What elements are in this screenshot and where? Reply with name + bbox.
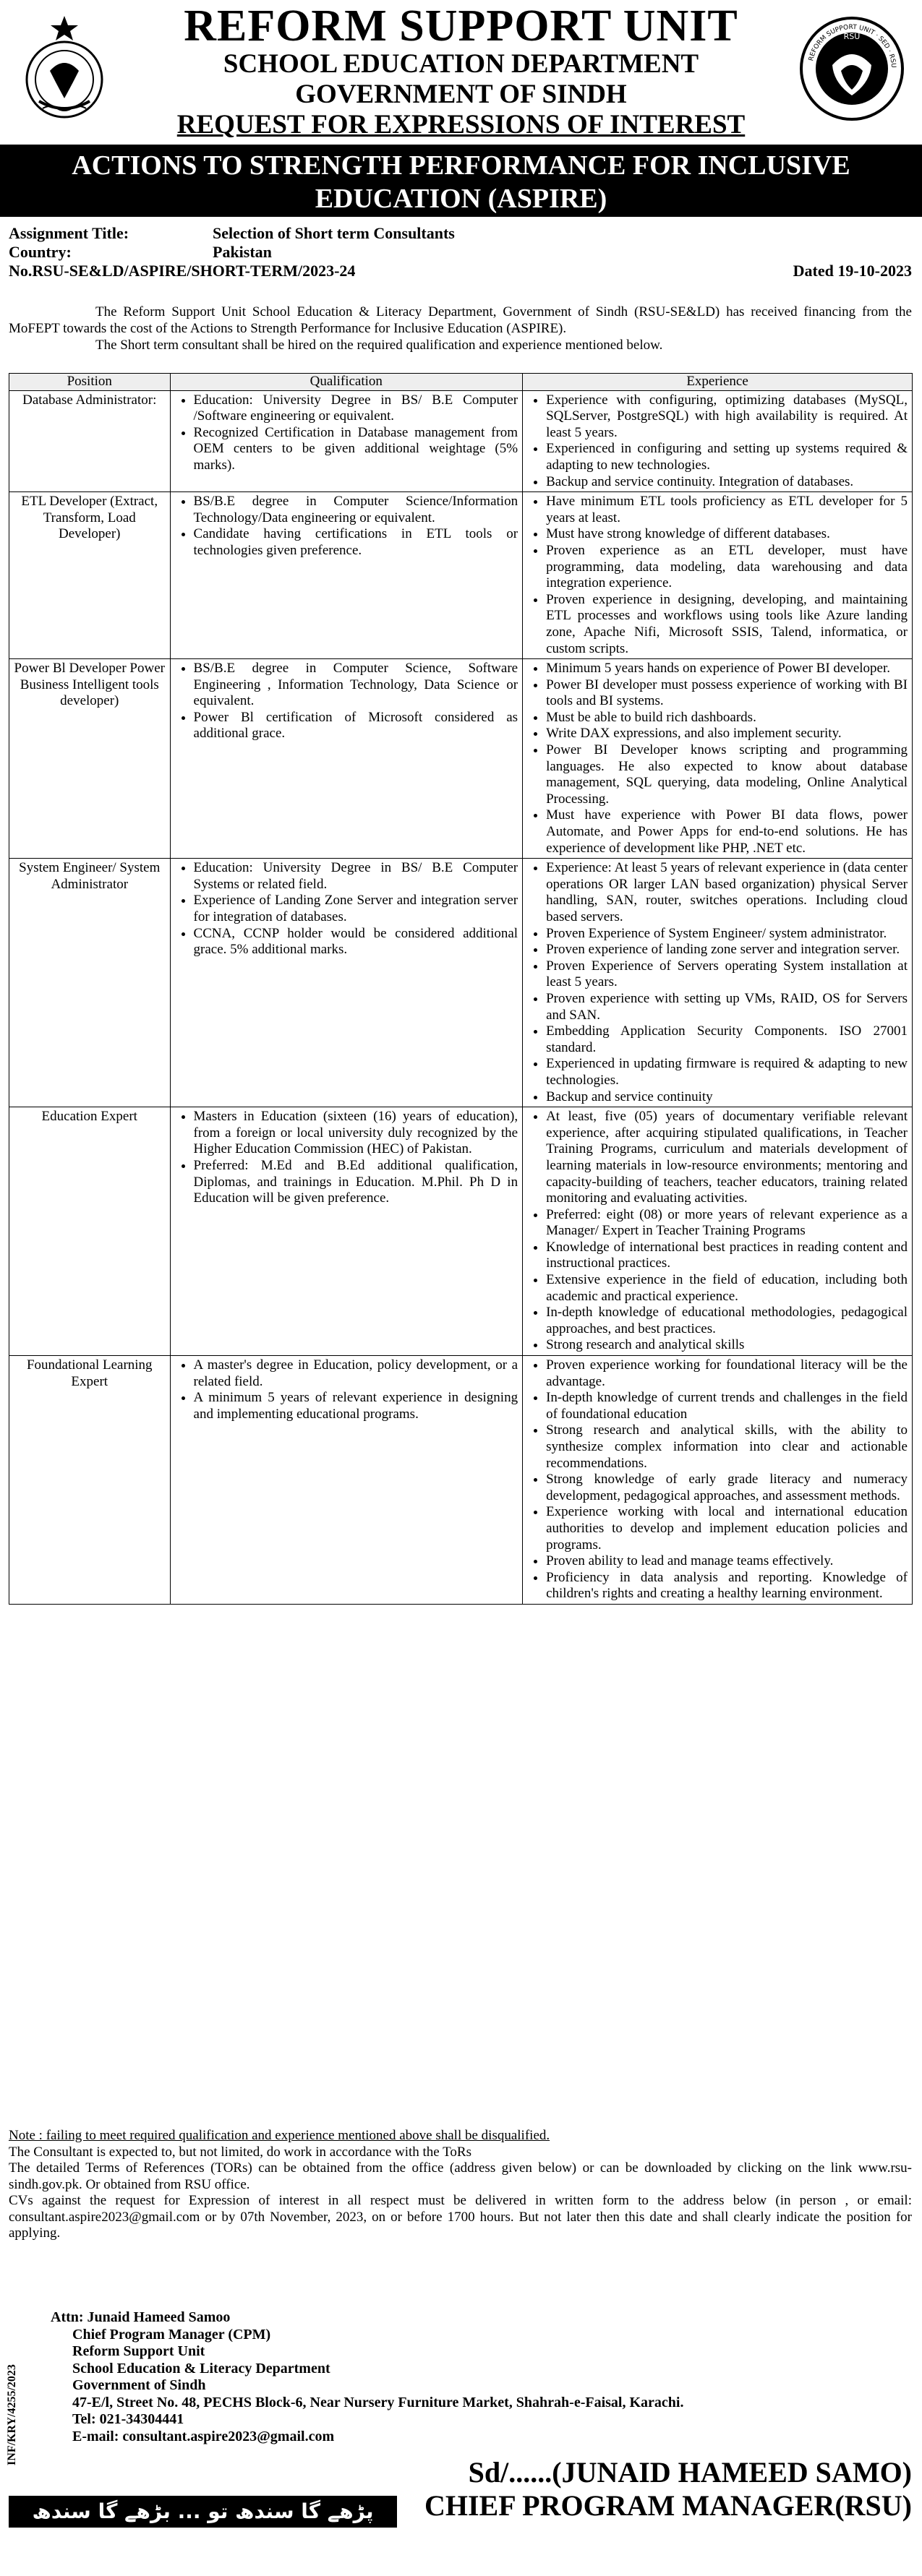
experience-item: • Proven Experience of System Engineer/ system administrator. <box>546 926 908 943</box>
experience-item: • Experienced in updating firmware is required & adapting to new technologies. <box>546 1056 908 1089</box>
experience-list <box>527 1357 908 1602</box>
experience-item: • Proven experience working for foundational literacy will be the advantage. <box>546 1357 908 1390</box>
positions-table-body <box>9 390 913 1604</box>
assignment-value: Selection of Short term Consultants <box>213 224 455 242</box>
experience-item: • Embedding Application Security Components. ISO 27001 standard. <box>546 1023 908 1056</box>
reoi-title: REQUEST FOR EXPRESSIONS OF INTEREST <box>176 110 746 139</box>
signature-title: CHIEF PROGRAM MANAGER(RSU) <box>424 2489 912 2522</box>
qualification-cell <box>170 492 523 659</box>
qualification-cell <box>170 1107 523 1356</box>
experience-list <box>527 494 908 657</box>
sindh-government-logo <box>10 13 119 121</box>
rsu-seal-logo <box>798 14 906 123</box>
dated: Dated 19-10-2023 <box>793 262 912 280</box>
assignment-label: Assignment Title: <box>9 224 129 242</box>
experience-item: • In-depth knowledge of educational methodologies, pedagogical approaches, and best practices. <box>546 1305 908 1337</box>
experience-item: • Must have strong knowledge of different databases. <box>546 526 908 543</box>
qualification-item: • Education: University Degree in BS/ B.E Computer Systems or related field. <box>194 860 518 893</box>
qualification-item: • Preferred: M.Ed and B.Ed additional qualification, Diplomas, and trainings in Education. M.Phil. Ph D in Education will be given preference. <box>194 1158 518 1207</box>
table-row <box>9 659 913 859</box>
experience-cell <box>523 859 913 1107</box>
qualification-cell <box>170 390 523 492</box>
experience-item: • Must be able to build rich dashboards. <box>546 710 908 726</box>
disqualification-note: Note : failing to meet required qualification and experience mentioned above shall be disqualified. <box>9 2128 550 2143</box>
experience-cell <box>523 1356 913 1605</box>
position-cell: Database Administrator: <box>9 390 171 492</box>
header-position: Position <box>9 374 171 391</box>
intro-paragraph-2: The Short term consultant shall be hired on the required qualification and experience mentioned below. <box>95 338 663 353</box>
experience-item: • Must have experience with Power BI data flows, power Automate, and Power Apps for end-to-end solutions. He has experience of development like PHP, .NET etc. <box>546 807 908 856</box>
banner-line-2: EDUCATION (ASPIRE) <box>315 184 607 214</box>
header-experience: Experience <box>523 374 913 391</box>
qualification-item: • A minimum 5 years of relevant experience in designing and implementing educational programs. <box>194 1390 518 1422</box>
experience-list <box>527 1109 908 1354</box>
qualification-item: • A master's degree in Education, policy development, or a related field. <box>194 1357 518 1390</box>
experience-item: • Proven Experience of Servers operating System installation at least 5 years. <box>546 958 908 991</box>
experience-item: • Strong research and analytical skills <box>546 1337 908 1354</box>
experience-cell <box>523 659 913 859</box>
qualification-item: • Masters in Education (sixteen (16) years of education), from a foreign or local university duly recognized by the Higher Education Commission (HEC) of Pakistan. <box>194 1109 518 1158</box>
header-qualification: Qualification <box>170 374 523 391</box>
rsu-seal-center-text: RSU <box>843 32 861 41</box>
experience-list <box>527 860 908 1105</box>
experience-item: • Proven experience with setting up VMs, RAID, OS for Servers and SAN. <box>546 991 908 1023</box>
attn-line: Government of Sindh <box>72 2377 206 2393</box>
qualification-list <box>175 1357 518 1422</box>
department-name: SCHOOL EDUCATION DEPARTMENT <box>223 49 699 79</box>
experience-item: • Have minimum ETL tools proficiency as ETL developer for 5 years at least. <box>546 494 908 526</box>
qualification-item: • Candidate having certifications in ETL tools or technologies given preference. <box>194 526 518 559</box>
notes-paragraph-3: CVs against the request for Expression of interest in all respect must be delivered in written form to the address below (in person , or email: consultant.aspire2023@gmail.com or by 07th November, 2023, on or before 1700 hours. But not later then this date and shall clearly indicate the position for applying. <box>9 2193 912 2241</box>
reference-number: No.RSU-SE&LD/ASPIRE/SHORT-TERM/2023-24 <box>9 262 356 280</box>
position-cell: Foundational Learning Expert <box>9 1356 171 1605</box>
qualification-cell <box>170 859 523 1107</box>
attn-line: 47-E/l, Street No. 48, PECHS Block-6, Near Nursery Furniture Market, Shahrah-e-Faisal, Karachi. <box>72 2394 684 2410</box>
qualification-item: • Power Bl certification of Microsoft considered as additional grace. <box>194 710 518 742</box>
qualification-cell <box>170 659 523 859</box>
experience-list <box>527 392 908 491</box>
position-cell: System Engineer/ System Administrator <box>9 859 171 1107</box>
table-row <box>9 390 913 492</box>
qualification-cell <box>170 1356 523 1605</box>
experience-item: • Write DAX expressions, and also implement security. <box>546 726 908 742</box>
urdu-slogan: پڑھے گا سندھ تو ... بڑھے گا سندھ <box>9 2496 397 2528</box>
signature-block <box>424 2456 912 2523</box>
experience-item: • Backup and service continuity. Integration of databases. <box>546 474 908 491</box>
experience-item: • Proficiency in data analysis and reporting. Knowledge of children's rights and creating a healthy learning environment. <box>546 1570 908 1602</box>
government-name: GOVERNMENT OF SINDH <box>295 80 627 109</box>
project-banner <box>0 145 922 217</box>
experience-item: • Experience: At least 5 years of relevant experience in (data center operations OR larger LAN based organization) physical Server handling, SAN, router, switches operations. Including cloud based servers. <box>546 860 908 925</box>
experience-item: • Power BI Developer knows scripting and programming languages. He also expected to know about database management, SQL querying, data modeling, Online Analytical Processing. <box>546 742 908 807</box>
table-row <box>9 1107 913 1356</box>
experience-item: • Proven experience of landing zone server and integration server. <box>546 942 908 958</box>
experience-item: • Experience with configuring, optimizing databases (MySQL, SQLServer, PostgreSQL) with high availability is required. At least 5 years. <box>546 392 908 442</box>
table-row <box>9 492 913 659</box>
experience-item: • Extensive experience in the field of education, including both academic and practical experience. <box>546 1272 908 1305</box>
experience-cell <box>523 390 913 492</box>
qualification-item: • Recognized Certification in Database management from OEM centers to be given additional weightage (5% marks). <box>194 425 518 474</box>
attn-line: Attn: Junaid Hameed Samoo <box>51 2309 231 2325</box>
organization-name: REFORM SUPPORT UNIT <box>184 1 738 51</box>
experience-item: • Proven ability to lead and manage teams effectively. <box>546 1553 908 1570</box>
signature-name: Sd/......(JUNAID HAMEED SAMO) <box>468 2456 912 2489</box>
attn-line: Reform Support Unit <box>72 2343 205 2359</box>
experience-item: • Proven experience as an ETL developer, must have programming, data modeling, data warehousing and data integration experience. <box>546 543 908 592</box>
experience-item: • Strong research and analytical skills, with the ability to synthesize complex information into clear and actionable recommendations. <box>546 1422 908 1472</box>
notes-paragraph-1: The Consultant is expected to, but not limited, do work in accordance with the ToRs <box>9 2144 471 2160</box>
position-cell: Education Expert <box>9 1107 171 1356</box>
qualification-list <box>175 860 518 958</box>
notes-paragraph-2: The detailed Terms of References (TORs) can be obtained from the office (address given below) or can be downloaded by clicking on the link www.rsu-sindh.gov.pk. Or obtained from RSU office. <box>9 2160 912 2192</box>
qualification-list <box>175 661 518 742</box>
qualification-list <box>175 392 518 474</box>
experience-item: • Power BI developer must possess experience of working with BI tools and BI systems. <box>546 677 908 710</box>
experience-item: • Preferred: eight (08) or more years of relevant experience as a Manager/ Expert in Teacher Training Programs <box>546 1207 908 1240</box>
experience-item: • Strong knowledge of early grade literacy and numeracy development, pedagogical approaches, and assessment methods. <box>546 1472 908 1504</box>
country-value: Pakistan <box>213 243 272 261</box>
experience-item: • Experienced in configuring and setting up systems required & adapting to new technologies. <box>546 441 908 473</box>
qualification-list <box>175 494 518 559</box>
banner-line-1: ACTIONS TO STRENGTH PERFORMANCE FOR INCLUSIVE <box>72 150 850 181</box>
attn-line: Chief Program Manager (CPM) <box>72 2326 271 2343</box>
notes-section <box>9 2128 912 2242</box>
position-cell: Power Bl Developer Power Business Intelligent tools developer) <box>9 659 171 859</box>
experience-item: • In-depth knowledge of current trends and challenges in the field of foundational education <box>546 1390 908 1422</box>
table-row <box>9 859 913 1107</box>
qualification-list <box>175 1109 518 1207</box>
position-cell: ETL Developer (Extract, Transform, Load Developer) <box>9 492 171 659</box>
qualification-item: • Education: University Degree in BS/ B.E Computer /Software engineering or equivalent. <box>194 392 518 425</box>
country-label: Country: <box>9 243 72 261</box>
positions-table <box>9 373 913 1605</box>
header <box>0 0 922 145</box>
qualification-item: • BS/B.E degree in Computer Science, Software Engineering , Information Technology, Data Science or equivalent. <box>194 661 518 710</box>
attention-address <box>51 2309 684 2445</box>
qualification-item: • CCNA, CCNP holder would be considered additional grace. 5% additional marks. <box>194 926 518 958</box>
attn-line: Tel: 021-34304441 <box>72 2411 184 2427</box>
header-titles <box>123 0 799 140</box>
qualification-item: • BS/B.E degree in Computer Science/Information Technology/Data engineering or equivalent. <box>194 494 518 526</box>
experience-item: • At least, five (05) years of documentary verifiable relevant experience, after acquiring stipulated qualifications, in Teacher Training Programs, curriculum and materials development of learning materials in low-resource environments; mentoring and capacity-building of teachers, teacher educators, training related monitoring and evaluating activities. <box>546 1109 908 1207</box>
experience-item: • Backup and service continuity <box>546 1089 908 1106</box>
experience-item: • Minimum 5 years hands on experience of Power BI developer. <box>546 661 908 677</box>
qualification-item: • Experience of Landing Zone Server and integration server for integration of databases. <box>194 893 518 925</box>
experience-cell <box>523 1107 913 1356</box>
experience-list <box>527 661 908 856</box>
assignment-meta <box>9 224 912 280</box>
attn-line: School Education & Literacy Department <box>72 2360 330 2377</box>
intro-paragraph-1: The Reform Support Unit School Education & Literacy Department, Government of Sindh (RSU-SE&LD) has received financing from the MoFEPT towards the cost of the Actions to Strength Performance for Inclusive Education (ASPIRE). <box>9 304 912 336</box>
experience-cell <box>523 492 913 659</box>
experience-item: • Proven experience in designing, developing, and maintaining ETL processes and workflows using tools like Azure landing zone, Apache Nifi, Microsoft SSIS, Talend, informatica, or custom scripts. <box>546 592 908 657</box>
intro-text <box>9 304 912 353</box>
table-row <box>9 1356 913 1605</box>
attn-line: E-mail: consultant.aspire2023@gmail.com <box>72 2428 335 2444</box>
rsu-seal-text: REFORM SUPPORT UNIT · SED · RSU <box>808 23 897 69</box>
side-reference <box>1 2336 23 2502</box>
experience-item: • Experience working with local and international education authorities to develop and implement education policies and programs. <box>546 1504 908 1553</box>
side-reference-text: INF/KRY/4255/2023 <box>6 2364 18 2465</box>
experience-item: • Knowledge of international best practices in reading content and instructional practices. <box>546 1240 908 1272</box>
